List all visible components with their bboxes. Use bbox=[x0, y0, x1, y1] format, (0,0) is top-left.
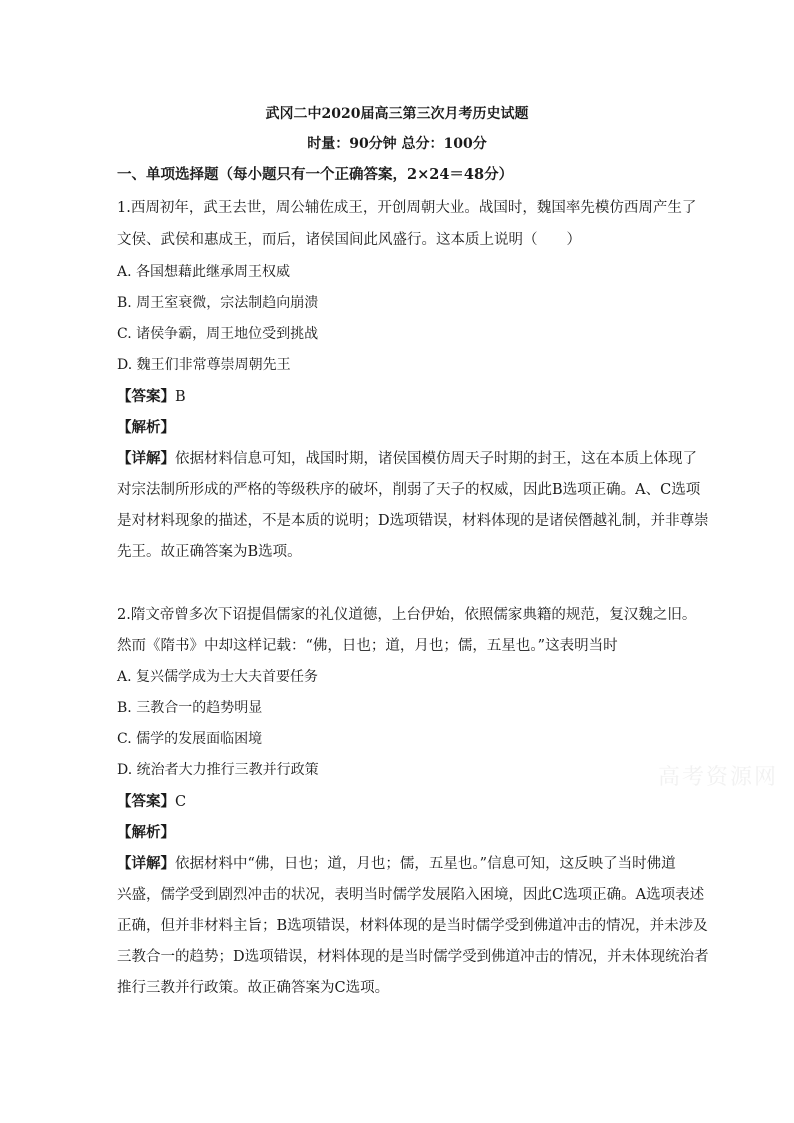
watermark: 高考资源网 bbox=[658, 765, 779, 790]
detail-label: 【详解】 bbox=[117, 450, 175, 467]
question-2-option-b: B. 三教合一的趋势明显 bbox=[117, 700, 263, 716]
question-1-detail-line-1 bbox=[117, 447, 697, 468]
detail-label: 【详解】 bbox=[117, 855, 175, 872]
question-1-stem-line-2: 文侯、武侯和惠成王，而后，诸侯国间此风盛行。这本质上说明（ ） bbox=[117, 232, 581, 248]
question-2-stem-line-1: 2.隋文帝曾多次下诏提倡儒家的礼仪道德，上台伊始，依照儒家典籍的规范，复汉魏之旧。 bbox=[117, 607, 697, 623]
answer-label: 【答案】 bbox=[117, 388, 175, 405]
question-1-detail-line-2: 对宗法制所形成的严格的等级秩序的破坏，削弱了天子的权威，因此B选项正确。A、C选项 bbox=[117, 482, 701, 498]
question-2-detail-line-4: 三教合一的趋势；D选项错误，材料体现的是当时儒学受到佛道冲击的情况，并未体现统治者 bbox=[117, 949, 709, 965]
question-1-option-b: B. 周王室衰微，宗法制趋向崩溃 bbox=[117, 295, 319, 311]
question-1-option-d: D. 魏王们非常尊崇周朝先王 bbox=[117, 357, 291, 373]
detail-text: 依据材料中“佛，日也；道，月也；儒，五星也。”信息可知，这反映了当时佛道 bbox=[175, 856, 676, 872]
question-1-analysis-label: 【解析】 bbox=[117, 419, 175, 436]
exam-title: 武冈二中2020届高三第三次月考历史试题 bbox=[265, 106, 529, 122]
question-1-option-a: A. 各国想藉此继承周王权威 bbox=[117, 264, 291, 280]
question-2-detail-line-3: 正确，但并非材料主旨；B选项错误，材料体现的是当时儒学受到佛道冲击的情况，并未涉及 bbox=[117, 918, 708, 934]
question-2-option-c: C. 儒学的发展面临困境 bbox=[117, 731, 263, 747]
question-2-detail-line-5: 推行三教并行政策。故正确答案为C选项。 bbox=[117, 980, 390, 996]
question-1-answer bbox=[117, 385, 186, 406]
question-1-detail-line-4: 先王。故正确答案为B选项。 bbox=[117, 544, 302, 560]
exam-subtitle: 时量：90分钟 总分：100分 bbox=[307, 136, 487, 152]
question-2-detail-line-2: 兴盛，儒学受到剧烈冲击的状况，表明当时儒学发展陷入困境，因此C选项正确。A选项表述 bbox=[117, 887, 705, 903]
answer-value: B bbox=[175, 389, 186, 405]
question-2-detail-line-1 bbox=[117, 852, 676, 873]
question-2-analysis-label: 【解析】 bbox=[117, 824, 175, 841]
question-2-option-d: D. 统治者大力推行三教并行政策 bbox=[117, 762, 319, 778]
question-2-option-a: A. 复兴儒学成为士大夫首要任务 bbox=[117, 669, 319, 685]
detail-text: 依据材料信息可知，战国时期，诸侯国模仿周天子时期的封王，这在本质上体现了 bbox=[175, 451, 697, 467]
question-2-answer bbox=[117, 790, 186, 811]
question-1-stem-line-1: 1.西周初年，武王去世，周公辅佐成王，开创周朝大业。战国时，魏国率先模仿西周产生了 bbox=[117, 200, 697, 216]
question-1-option-c: C. 诸侯争霸，周王地位受到挑战 bbox=[117, 326, 319, 342]
answer-label: 【答案】 bbox=[117, 793, 175, 810]
question-1-detail-line-3: 是对材料现象的描述，不是本质的说明；D选项错误，材料体现的是诸侯僭越礼制，并非尊崇 bbox=[117, 513, 709, 529]
answer-value: C bbox=[175, 794, 187, 810]
section-heading: 一、单项选择题（每小题只有一个正确答案，2×24＝48分） bbox=[117, 166, 514, 183]
question-2-stem-line-2: 然而《隋书》中却这样记载：“佛，日也；道，月也；儒，五星也。”这表明当时 bbox=[117, 638, 618, 654]
